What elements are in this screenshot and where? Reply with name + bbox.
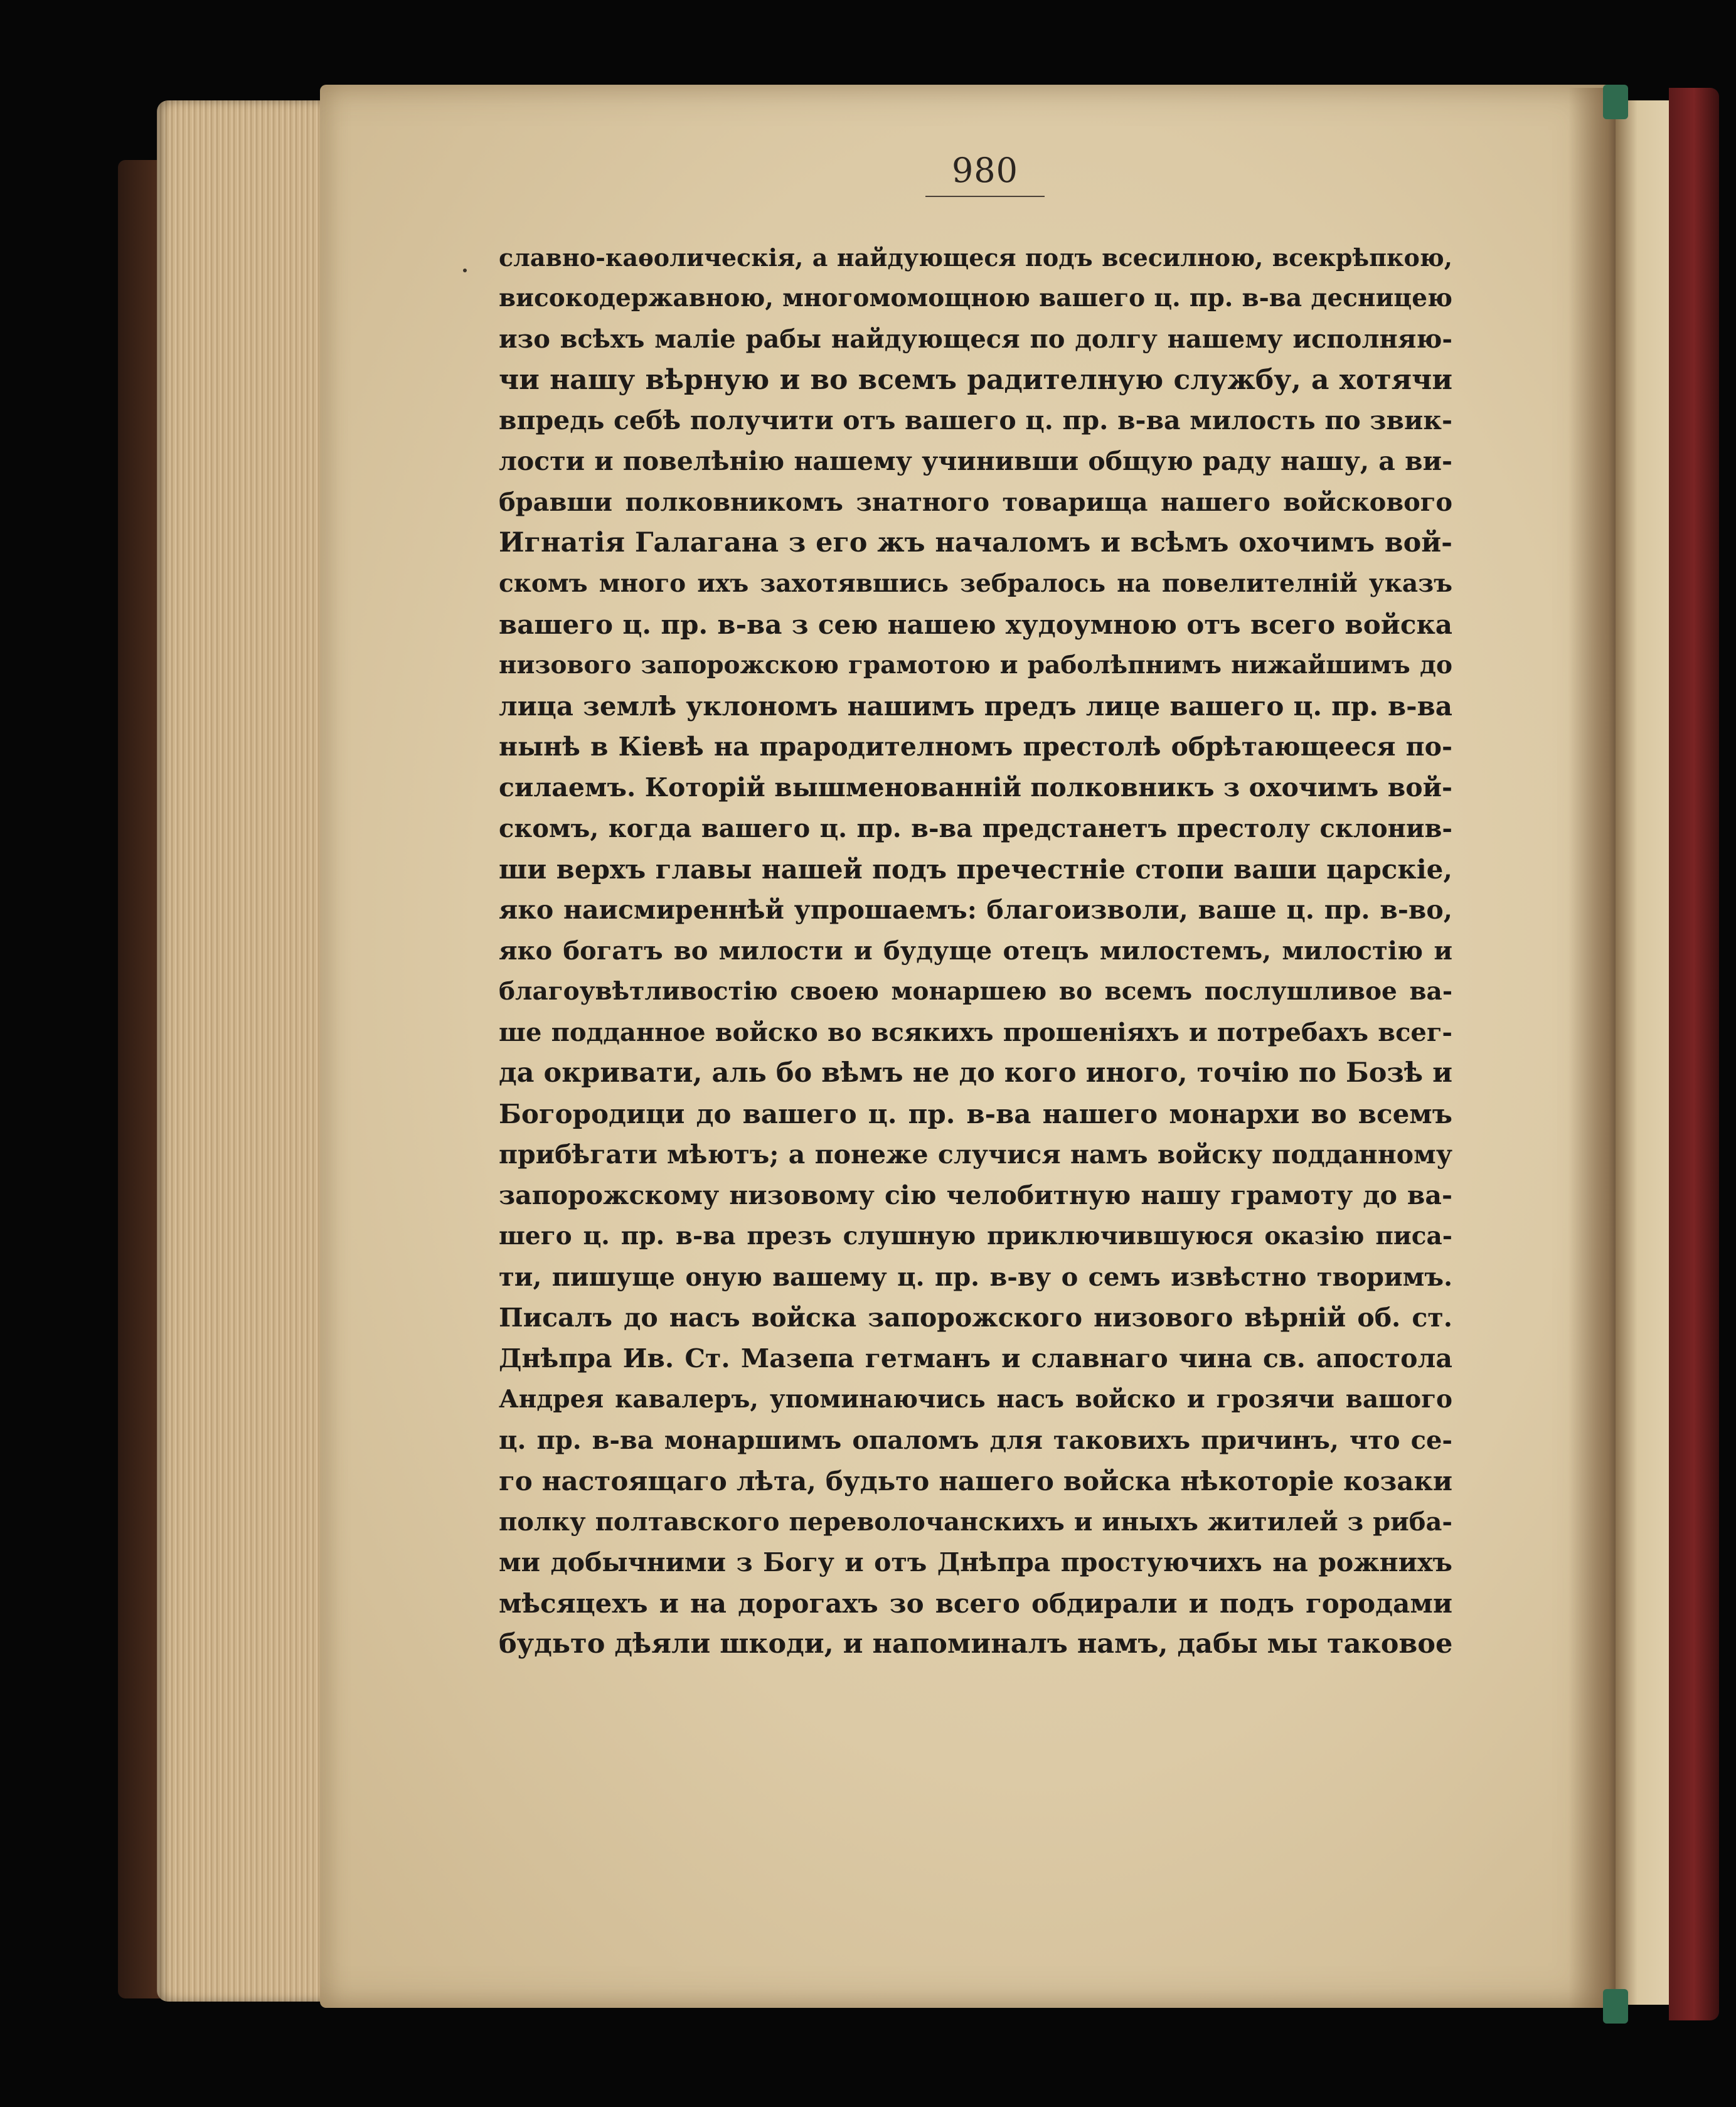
margin-mark [463,269,467,272]
text-line: шего ц. пр. в-ва презъ слушную приключившуюся оказію писа- [499,1222,1452,1251]
text-line: да окривати, аль бо вѣмъ не до кого иного, точію по Бозѣ и [499,1057,1452,1089]
text-line: Игнатія Галагана з его жъ началомъ и всѣмъ охочимъ вой- [499,527,1452,558]
text-line: Днѣпра Ив. Ст. Мазепа гетманъ и славнаго чина св. апостола [499,1343,1452,1374]
text-line: ше подданное войско во всякихъ прошеніяхъ и потребахъ всег- [499,1018,1452,1047]
text-line: бравши полковникомъ знатного товарища нашего войскового [499,488,1452,517]
text-line: силаемъ. Которій вышменованній полковникъ з охочимъ вой- [499,772,1452,803]
text-line: ти, пишуще оную вашему ц. пр. в-ву о семъ извѣстно творимъ. [499,1262,1452,1292]
text-line: Богородици до вашего ц. пр. в-ва нашего монархи во всемъ [499,1099,1452,1129]
text-line: скомъ много ихъ захотявшись зебралось на повелителній указъ [499,569,1452,598]
text-line: ц. пр. в-ва монаршимъ опаломъ для таковихъ причинъ, что се- [499,1426,1452,1455]
text-line: лости и повелѣнію нашему учинивши общую раду нашу, а ви- [499,446,1452,476]
text-line: чи нашу вѣрную и во всемъ радителную службу, а хотячи [499,364,1452,396]
page-edges [157,100,345,2002]
text-line: ши верхъ главы нашей подъ пречестніе стопи ваши царскіе, [499,854,1452,885]
text-line: лица землѣ уклономъ нашимъ предъ лице вашего ц. пр. в-ва [499,691,1452,722]
text-line: високодержавною, многомомощною вашего ц. пр. в-ва десницею [499,284,1452,312]
text-line: впредь себѣ получити отъ вашего ц. пр. в-ва милость по звик- [499,405,1452,435]
right-cover [1669,88,1719,2020]
bookmark-ribbon [1603,85,1628,119]
text-line: изо всѣхъ маліе рабы найдующеся по долгу нашему исполняю- [499,324,1452,354]
text-line: го настоящаго лѣта, будьто нашего войска нѣкоторіе козаки [499,1466,1452,1496]
text-line: низового запорожскою грамотою и раболѣпнимъ нижайшимъ до [499,651,1452,680]
text-line: скомъ, когда вашего ц. пр. в-ва предстанетъ престолу склонив- [499,814,1452,843]
text-line: Андрея кавалеръ, упоминаючись насъ войско и грозячи вашого [499,1385,1452,1414]
text-line: нынѣ в Кіевѣ на прародителномъ престолѣ обрѣтающееся по- [499,732,1452,762]
bookmark-ribbon-bottom [1603,1989,1628,2024]
text-line: запорожскому низовому сію челобитную нашу грамоту до ва- [499,1180,1452,1210]
page-number-rule [925,196,1045,197]
text-line: славно-каѳолическія, а найдующеся подъ всесилною, всекрѣпкою, [499,243,1452,272]
text-line: Писалъ до насъ войска запорожского низового вѣрній об. ст. [499,1303,1452,1333]
text-line: яко наисмиреннѣй упрошаемъ: благоизволи, ваше ц. пр. в-во, [499,895,1452,925]
text-line: яко богатъ во милости и будуще отецъ милостемъ, милостію и [499,936,1452,966]
body-text [499,237,1452,1665]
text-line: ми добычними з Богу и отъ Днѣпра простуючихъ на рожнихъ [499,1547,1452,1577]
text-line: прибѣгати мѣютъ; а понеже случися намъ войску подданному [499,1139,1452,1170]
text-line: полку полтавского переволочанскихъ и иныхъ житилей з риба- [499,1507,1452,1537]
text-line: будьто дѣяли шкоди, и напоминалъ намъ, дабы мы таковое [499,1628,1453,1660]
text-line: благоувѣтливостію своею монаршею во всемъ послушливое ва- [499,977,1452,1006]
page-number: 980 [951,151,1019,190]
text-line: мѣсяцехъ и на дорогахъ зо всего обдирали и подъ городами [499,1588,1452,1619]
text-line: вашего ц. пр. в-ва з сею нашею худоумною отъ всего войска [499,609,1452,640]
